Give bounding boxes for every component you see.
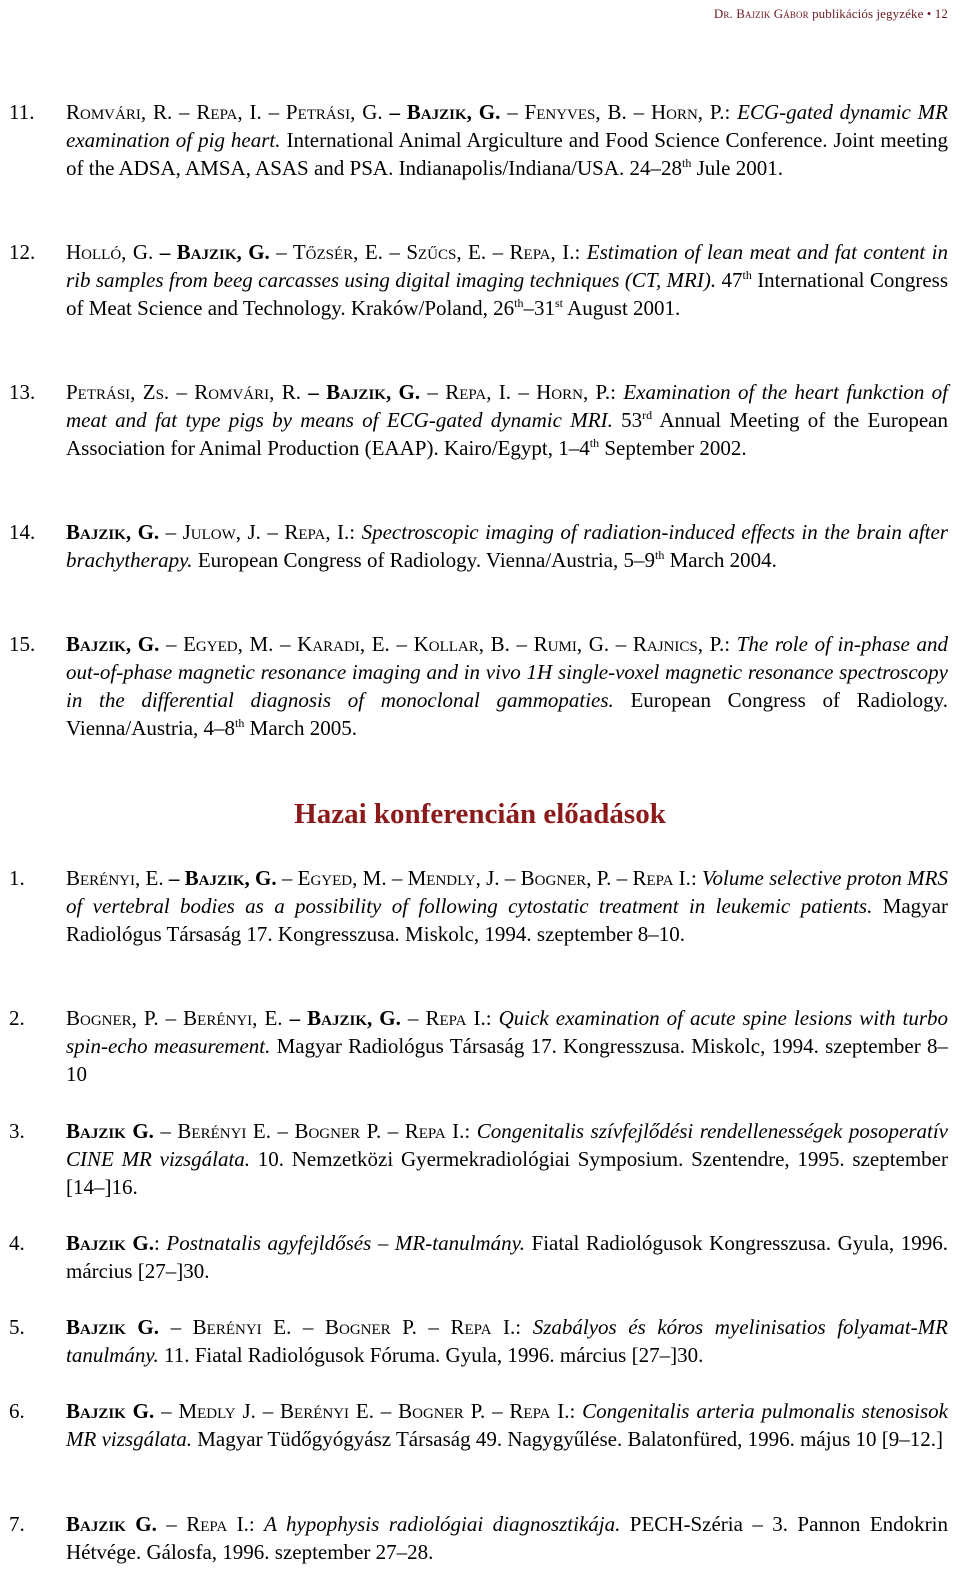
author-name: – Julow, J. (159, 520, 261, 544)
author-name: – Repa I. (485, 1399, 570, 1423)
author-name: – Tőzsér, E. (269, 240, 383, 264)
venue-text: Jule 2001. (691, 156, 783, 180)
author-name: Holló, G. (66, 240, 154, 264)
entry-text (66, 238, 948, 322)
author-name: – Repa, I. (172, 100, 262, 124)
venue-text: 47 (716, 268, 743, 292)
entry-number: 7. (9, 1512, 25, 1536)
entry-text (66, 1117, 948, 1201)
author-name: – Petrási, G. (261, 100, 383, 124)
entry-text (66, 1229, 948, 1285)
author-highlighted: Bajzik, G. (66, 520, 160, 544)
publication-title: ECG-gated dynamic MR examination of pig heart. (66, 100, 948, 152)
author-name: – Egyed, M. (159, 632, 274, 656)
ordinal-suffix: th (742, 268, 752, 282)
entry-number: 14. (9, 520, 36, 544)
author-title-separator: : (724, 100, 738, 124)
author-title-separator: : (569, 1399, 583, 1423)
author-name: Berényi, E. (66, 866, 164, 890)
author-name: – Repa I. (400, 1006, 486, 1030)
venue-text: European Congress of Radiology. Vienna/Austria, 5–9 (192, 548, 655, 572)
author-title-separator: : (349, 520, 362, 544)
author-highlighted: – Bajzik, G. (153, 240, 270, 264)
publication-title: Postnatalis agyfejldősés – MR-tanulmány. (166, 1231, 525, 1255)
entry-number: 1. (9, 866, 25, 890)
ordinal-suffix: th (654, 548, 665, 562)
publication-title: Spectroscopic imaging of radiation-induced effects in the brain after brachytherapy. (66, 520, 948, 572)
entry-number: 6. (9, 1399, 25, 1423)
entry-number: 13. (9, 380, 36, 404)
ordinal-suffix: rd (642, 408, 653, 422)
venue-text: International Congress of Meat Science and Technology. Kraków/Poland, 26 (66, 268, 949, 320)
author-name: – Berényi, E. (158, 1006, 283, 1030)
author-highlighted: Bajzik, G. (66, 632, 160, 656)
author-highlighted: Bajzik G. (66, 1231, 154, 1255)
author-name: – Rumi, G. (509, 632, 610, 656)
entry-text (66, 1397, 948, 1453)
author-name: – Bogner P. (270, 1119, 382, 1143)
author-highlighted: Bajzik G. (66, 1119, 154, 1143)
venue-text: International Animal Argiculture and Food Science Conference. Joint meeting of the ADSA, AMSA, ASAS and PSA. Indianapolis/Indiana/USA. 24–28 (66, 128, 948, 180)
entry-number: 11. (9, 100, 35, 124)
author-name: Romvári, R. (66, 100, 173, 124)
author-name: – Mendly, J. (386, 866, 500, 890)
venue-text: August 2001. (563, 296, 681, 320)
header-author-dr: Dr. (713, 6, 733, 21)
publication-title: Congenitalis szívfejlődési rendellenességek posoperatív CINE MR vizsgálata. (66, 1119, 948, 1171)
venue-text: Fiatal Radiológusok Kongresszusa. Gyula, 1996. március [27–]30. (66, 1231, 948, 1283)
venue-text: Magyar Radiológus Társaság 17. Kongresszusa. Miskolc, 1994. szeptember 8–10 (66, 1034, 948, 1086)
entry-number: 5. (9, 1315, 25, 1339)
author-name: – Berényi E. (255, 1399, 374, 1423)
author-highlighted: – Bajzik, G. (282, 1006, 401, 1030)
publication-title: The role of in-phase and out-of-phase magnetic resonance imaging and in vivo 1H single-voxel magnetic resonance spectroscopy in the differential diagnosis of monoclonal gammopaties. (66, 632, 948, 712)
author-name: – Kollar, B. (389, 632, 510, 656)
author-name: – Repa I. (416, 1315, 516, 1339)
author-highlighted: – Bajzik, G. (382, 100, 501, 124)
author-name: – Bogner, P. (499, 866, 612, 890)
author-highlighted: – Bajzik, G. (300, 380, 421, 404)
author-name: Bogner, P. (66, 1006, 159, 1030)
entry-text (66, 378, 948, 462)
entry-text (66, 630, 948, 742)
venue-text: –31 (523, 296, 556, 320)
author-name: Petrási, Zs. (66, 380, 170, 404)
venue-text: Magyar Radiológus Társaság 17. Kongresszusa. Miskolc, 1994. szeptember 8–10. (66, 894, 948, 946)
page-header (714, 6, 948, 22)
author-name: – Repa, I. (420, 380, 512, 404)
author-name: – Bogner P. (291, 1315, 417, 1339)
venue-text: 53 (612, 408, 643, 432)
ordinal-suffix: th (589, 436, 600, 450)
entry-text (66, 98, 948, 182)
venue-text: 10. Nemzetközi Gyermekradiológiai Symposium. Szentendre, 1995. szeptember [14–]16. (66, 1147, 948, 1199)
author-title-separator: : (485, 1006, 499, 1030)
author-title-separator: : (464, 1119, 477, 1143)
publication-title: Congenitalis arteria pulmonalis stenosisok MR vizsgálata. (66, 1399, 948, 1451)
venue-text: PECH-Széria – 3. Pannon Endokrin Hétvége. Gálosfa, 1996. szeptember 27–28. (66, 1512, 949, 1564)
entry-text (66, 518, 948, 574)
author-name: – Romvári, R. (169, 380, 301, 404)
venue-text: Annual Meeting of the European Association for Animal Production (EAAP). Kairo/Egypt, 1–4 (66, 408, 949, 460)
header-suffix: publikációs jegyzéke • 12 (812, 6, 948, 21)
author-name: – Egyed, M. (276, 866, 387, 890)
author-name: – Repa, I. (486, 240, 575, 264)
author-name: – Repa I. (611, 866, 691, 890)
author-title-separator: : (574, 240, 587, 264)
author-title-separator: : (610, 380, 624, 404)
venue-text: Magyar Tüdőgyógyász Társaság 49. Nagygyűlése. Balatonfüred, 1996. május 10 [9–12.] (192, 1427, 943, 1451)
entry-number: 4. (9, 1231, 25, 1255)
venue-text: March 2004. (664, 548, 777, 572)
entry-number: 2. (9, 1006, 25, 1030)
author-title-separator: : (515, 1315, 533, 1339)
entry-number: 15. (9, 632, 36, 656)
publication-title: Quick examination of acute spine lesions with turbo spin-echo measurement. (66, 1006, 949, 1058)
author-name: – Repa I. (381, 1119, 465, 1143)
ordinal-suffix: st (555, 296, 564, 310)
author-name: – Berényi E. (153, 1119, 271, 1143)
venue-text: European Congress of Radiology. Vienna/Austria, 4–8 (66, 688, 948, 740)
venue-text: March 2005. (244, 716, 357, 740)
header-author-name: Bajzik Gábor (736, 6, 809, 21)
author-name: – Bogner P. (373, 1399, 486, 1423)
author-name: – Repa, I. (260, 520, 350, 544)
author-title-separator: : (248, 1512, 265, 1536)
author-name: – Szűcs, E. (382, 240, 487, 264)
entry-text (66, 864, 948, 948)
author-highlighted: Bajzik G. (66, 1512, 157, 1536)
author-highlighted: Bajzik G. (66, 1399, 155, 1423)
publication-title: Estimation of lean meat and fat content in rib samples from beeg carcasses using digital imaging techniques (CT, MRI). (66, 240, 949, 292)
venue-text: September 2002. (599, 436, 747, 460)
entry-number: 3. (9, 1119, 25, 1143)
author-title-separator: : (154, 1231, 167, 1255)
entry-number: 12. (9, 240, 36, 264)
author-highlighted: – Bajzik, G. (163, 866, 277, 890)
ordinal-suffix: th (682, 156, 692, 170)
author-name: – Rajnics, P. (609, 632, 725, 656)
author-name: – Horn, P. (511, 380, 611, 404)
ordinal-suffix: th (514, 296, 524, 310)
ordinal-suffix: th (235, 716, 245, 730)
author-title-separator: : (690, 866, 703, 890)
entry-text (66, 1510, 948, 1566)
section-title: Hazai konferencián előadások (294, 798, 666, 830)
author-name: – Horn, P. (626, 100, 725, 124)
publication-title: Volume selective proton MRS of vertebral bodies as a possibility of following cytostatic treatment in leukemic patients. (66, 866, 949, 918)
author-name: – Repa I. (156, 1512, 249, 1536)
author-highlighted: Bajzik G. (66, 1315, 160, 1339)
author-name: – Medly J. (154, 1399, 256, 1423)
author-name: – Berényi E. (159, 1315, 292, 1339)
author-name: – Fenyves, B. (500, 100, 627, 124)
author-title-separator: : (724, 632, 737, 656)
entry-text (66, 1313, 948, 1369)
publication-title: Szabályos és kóros myelinisatios folyamat-MR tanulmány. (66, 1315, 948, 1367)
publication-title: A hypophysis radiológiai diagnosztikája. (264, 1512, 621, 1536)
entry-text (66, 1004, 948, 1088)
venue-text: 11. Fiatal Radiológusok Fóruma. Gyula, 1996. március [27–]30. (158, 1343, 704, 1367)
publication-title: Examination of the heart funkction of meat and fat type pigs by means of ECG-gated dynamic MRI. (66, 380, 948, 432)
author-name: – Karadi, E. (273, 632, 390, 656)
